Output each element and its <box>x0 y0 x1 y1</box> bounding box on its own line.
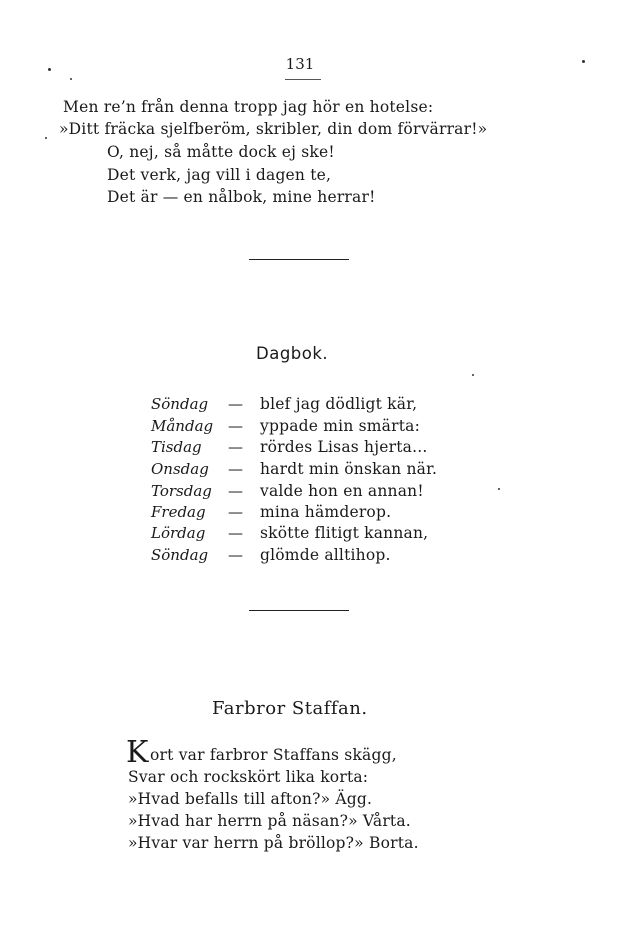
diary-dash: — <box>228 524 243 542</box>
diary-day: Tisdag <box>151 438 202 456</box>
poem-line: Svar och rockskört lika korta: <box>128 768 369 786</box>
diary-dash: — <box>228 503 243 521</box>
diary-dash: — <box>228 417 243 435</box>
poem-line: Det verk, jag vill i dagen te, <box>107 166 332 184</box>
poem-line: »Hvad har herrn på näsan?» Vårta. <box>128 812 411 830</box>
diary-day: Söndag <box>151 546 209 564</box>
diary-day: Söndag <box>151 395 209 413</box>
page-number: 131 <box>285 55 315 73</box>
paper-speck <box>498 488 500 490</box>
paper-speck <box>472 374 474 376</box>
paper-speck <box>582 60 585 63</box>
dagbok-title: Dagbok. <box>256 344 329 363</box>
diary-day: Fredag <box>151 503 206 521</box>
diary-text: blef jag dödligt kär, <box>260 395 418 413</box>
diary-dash: — <box>228 482 243 500</box>
diary-dash: — <box>228 395 243 413</box>
paper-speck <box>45 137 47 139</box>
poem-line: Det är — en nålbok, mine herrar! <box>107 188 376 206</box>
drop-cap: K <box>126 735 149 770</box>
diary-day: Lördag <box>151 524 206 542</box>
diary-text: rördes Lisas hjerta... <box>260 438 428 456</box>
diary-text: mina hämderop. <box>260 503 392 521</box>
paper-speck <box>48 68 51 71</box>
poem-line: »Hvad befalls till afton?» Ägg. <box>128 790 373 808</box>
diary-text: valde hon en annan! <box>260 482 424 500</box>
poem-line: ort var farbror Staffans skägg, <box>150 746 397 764</box>
diary-text: skötte flitigt kannan, <box>260 524 429 542</box>
page-number-underline <box>285 79 321 80</box>
farbror-title: Farbror Staffan. <box>212 698 368 719</box>
diary-text: hardt min önskan när. <box>260 460 438 478</box>
diary-dash: — <box>228 438 243 456</box>
diary-text: yppade min smärta: <box>260 417 421 435</box>
diary-dash: — <box>228 546 243 564</box>
diary-dash: — <box>228 460 243 478</box>
poem-line: »Hvar var herrn på bröllop?» Borta. <box>128 834 419 852</box>
diary-text: glömde alltihop. <box>260 546 391 564</box>
poem-line: »Ditt fräcka sjelfberöm, skribler, din dom förvärrar!» <box>59 120 488 138</box>
diary-day: Måndag <box>151 417 214 435</box>
paper-speck <box>70 78 72 80</box>
section-divider <box>249 259 349 260</box>
section-divider <box>249 610 349 611</box>
diary-day: Torsdag <box>151 482 212 500</box>
diary-day: Onsdag <box>151 460 209 478</box>
poem-line: O, nej, så måtte dock ej ske! <box>107 143 335 161</box>
poem-line: Men re’n från denna tropp jag hör en hotelse: <box>63 98 434 116</box>
